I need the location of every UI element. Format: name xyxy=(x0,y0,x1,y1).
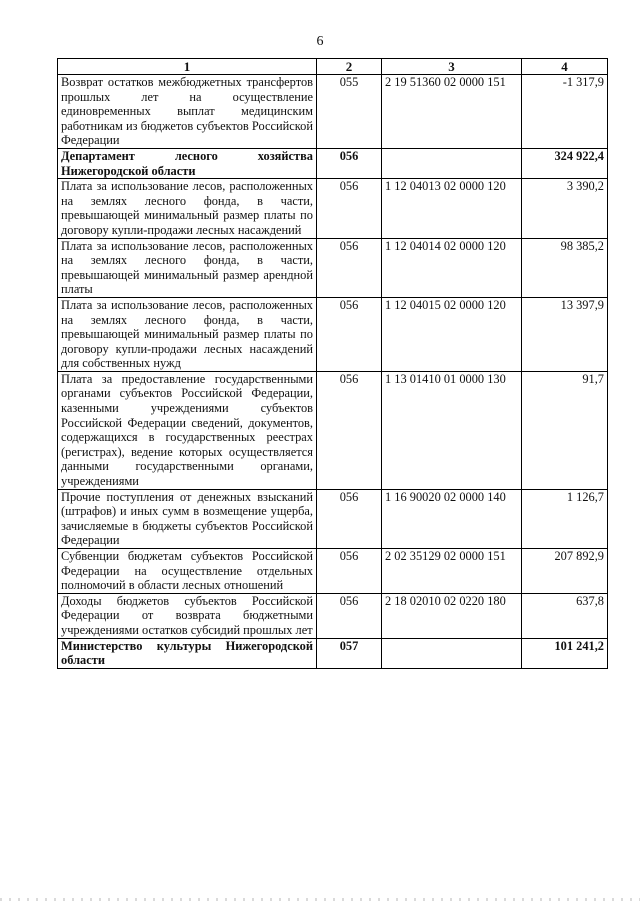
row-budget-code-cell: 1 12 04014 02 0000 120 xyxy=(382,238,522,297)
column-header-1: 1 xyxy=(58,59,317,75)
row-name-cell: Прочие поступления от денежных взысканий (штрафов) и иных сумм в возмещение ущерба, зачисляемые в бюджеты субъектов Российской Федерации xyxy=(58,489,317,548)
row-name-cell: Плата за использование лесов, расположенных на землях лесного фонда, в части, превышающей минимальный размер арендной платы xyxy=(58,238,317,297)
table-row xyxy=(58,238,608,297)
row-admin-code-cell: 056 xyxy=(317,148,382,178)
table-row xyxy=(58,489,608,548)
table-row xyxy=(58,297,608,371)
row-amount-cell: 91,7 xyxy=(522,371,608,489)
row-budget-code-cell: 1 16 90020 02 0000 140 xyxy=(382,489,522,548)
row-admin-code-cell: 056 xyxy=(317,371,382,489)
row-amount-cell: 13 397,9 xyxy=(522,297,608,371)
row-budget-code-cell xyxy=(382,638,522,668)
table-row xyxy=(58,75,608,149)
row-admin-code-cell: 056 xyxy=(317,297,382,371)
row-budget-code-cell: 2 02 35129 02 0000 151 xyxy=(382,549,522,594)
row-admin-code-cell: 056 xyxy=(317,179,382,238)
page-number: 6 xyxy=(316,34,324,49)
table-body xyxy=(58,75,608,669)
row-name-cell: Субвенции бюджетам субъектов Российской Федерации на осуществление отдельных полномочий в области лесных отношений xyxy=(58,549,317,594)
row-admin-code-cell: 057 xyxy=(317,638,382,668)
row-admin-code-cell: 056 xyxy=(317,238,382,297)
column-header-2: 2 xyxy=(317,59,382,75)
scan-artifact-strip xyxy=(0,898,640,901)
table-row xyxy=(58,179,608,238)
row-amount-cell: 101 241,2 xyxy=(522,638,608,668)
row-budget-code-cell: 1 12 04013 02 0000 120 xyxy=(382,179,522,238)
table-row xyxy=(58,148,608,178)
row-name-cell: Возврат остатков межбюджетных трансфертов прошлых лет на осуществление единовременных выплат медицинским работникам из бюджетов субъектов Российской Федерации xyxy=(58,75,317,149)
row-amount-cell: 98 385,2 xyxy=(522,238,608,297)
row-amount-cell: 3 390,2 xyxy=(522,179,608,238)
column-header-4: 4 xyxy=(522,59,608,75)
row-amount-cell: -1 317,9 xyxy=(522,75,608,149)
row-admin-code-cell: 056 xyxy=(317,489,382,548)
column-header-3: 3 xyxy=(382,59,522,75)
row-admin-code-cell: 055 xyxy=(317,75,382,149)
row-name-cell: Плата за предоставление государственными органами субъектов Российской Федерации, казенными учреждениями субъектов Российской Федерации сведений, документов, содержащихся в государственных реестрах (регистрах), ведение которых осуществляется данными государственными органами, учреждениями xyxy=(58,371,317,489)
row-admin-code-cell: 056 xyxy=(317,593,382,638)
table-row xyxy=(58,593,608,638)
table-row xyxy=(58,549,608,594)
row-amount-cell: 1 126,7 xyxy=(522,489,608,548)
row-amount-cell: 207 892,9 xyxy=(522,549,608,594)
table-header-row xyxy=(58,59,608,75)
row-name-cell: Доходы бюджетов субъектов Российской Федерации от возврата бюджетными учреждениями остатков субсидий прошлых лет xyxy=(58,593,317,638)
row-name-cell: Департамент лесного хозяйства Нижегородской области xyxy=(58,148,317,178)
revenue-table xyxy=(57,58,608,669)
row-budget-code-cell xyxy=(382,148,522,178)
row-budget-code-cell: 1 12 04015 02 0000 120 xyxy=(382,297,522,371)
row-name-cell: Министерство культуры Нижегородской области xyxy=(58,638,317,668)
row-name-cell: Плата за использование лесов, расположенных на землях лесного фонда, в части, превышающей минимальный размер платы по договору купли-продажи лесных насаждений xyxy=(58,179,317,238)
row-name-cell: Плата за использование лесов, расположенных на землях лесного фонда, в части, превышающей минимальный размер платы по договору купли-продажи лесных насаждений для собственных нужд xyxy=(58,297,317,371)
row-admin-code-cell: 056 xyxy=(317,549,382,594)
row-amount-cell: 324 922,4 xyxy=(522,148,608,178)
table-row xyxy=(58,638,608,668)
row-amount-cell: 637,8 xyxy=(522,593,608,638)
row-budget-code-cell: 2 19 51360 02 0000 151 xyxy=(382,75,522,149)
table-row xyxy=(58,371,608,489)
row-budget-code-cell: 1 13 01410 01 0000 130 xyxy=(382,371,522,489)
row-budget-code-cell: 2 18 02010 02 0220 180 xyxy=(382,593,522,638)
